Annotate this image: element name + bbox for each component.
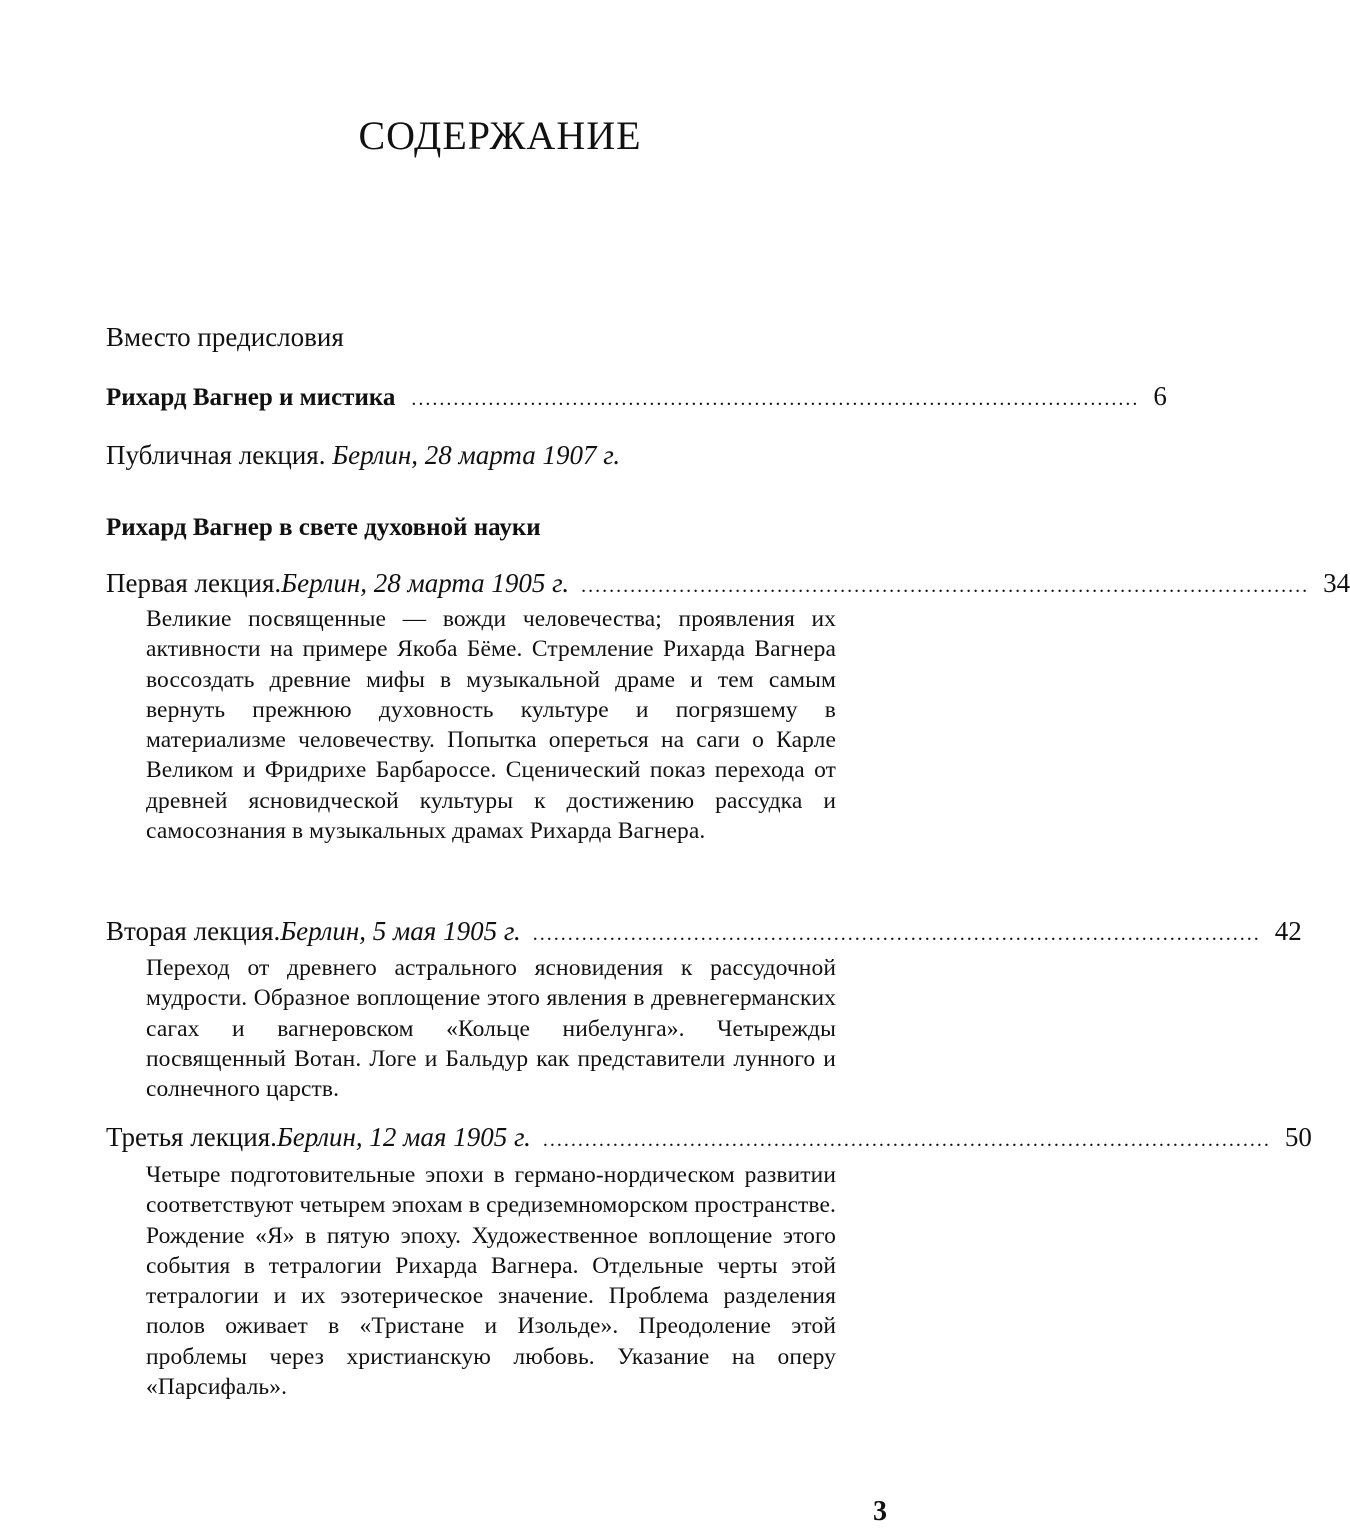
lecture-description: Переход от древнего астрального ясновидения к рассудочной мудрости. Образное воплощение этого явления в древнегерманских сагах и вагнеровском «Кольце нибелунга». Четырежды посвященный Вотан. Логе и Бальдур как представители лунного и солнечного царств. — [146, 955, 836, 1103]
lecture-place-date: Берлин, 28 марта 1905 г. — [281, 568, 570, 598]
lecture-place-date: Берлин, 5 мая 1905 г. — [280, 916, 521, 946]
page-title: СОДЕРЖАНИЕ — [358, 113, 642, 158]
subtitle-place-date: Берлин, 28 марта 1907 г. — [332, 440, 621, 470]
toc-entry-subtitle — [106, 438, 620, 472]
toc-page-number: 50 — [1284, 1122, 1312, 1152]
leader-dots: ........................................................................................................ — [581, 575, 1310, 597]
toc-entry-lecture-2[interactable] — [106, 914, 1302, 951]
toc-entry-lecture-3[interactable] — [106, 1120, 1312, 1157]
subtitle-label: Публичная лекция. — [106, 440, 333, 470]
lecture-description: Великие посвященные — вожди человечества; проявления их активности на примере Якоба Бёме. Стремление Рихарда Вагнера воссоздать древние мифы в музыкальной драме и тем самым вернуть прежнюю духовность культуре и погрязшему в материализме человечеству. Попытка опереться на саги о Карле Великом и Фридрихе Барбароссе. Сценический показ перехода от древней ясновидческой культуры к достижению рассудка и самосознания в музыкальных драмах Рихарда Вагнера. — [146, 606, 836, 845]
toc-entry-lecture-1[interactable] — [106, 566, 1350, 603]
lecture-label: Первая лекция. — [106, 568, 282, 598]
leader-dots: ........................................................................................................ — [411, 388, 1140, 410]
lecture-label: Третья лекция. — [106, 1122, 277, 1152]
toc-entry-title: Рихард Вагнер и мистика — [106, 384, 396, 411]
toc-page-number: 6 — [1153, 381, 1167, 411]
section-title: Рихард Вагнер в свете духовной науки — [106, 514, 541, 541]
leader-dots: ........................................................................................................ — [542, 1129, 1271, 1151]
preface-label: Вместо предисловия — [106, 322, 344, 352]
lecture-label: Вторая лекция. — [106, 916, 281, 946]
page-number: 3 — [873, 1496, 887, 1527]
lecture-place-date: Берлин, 12 мая 1905 г. — [276, 1122, 531, 1152]
leader-dots: ........................................................................................................ — [532, 923, 1261, 945]
toc-entry-wagner-mysticism[interactable] — [106, 379, 1167, 416]
toc-page-number: 34 — [1323, 568, 1350, 598]
lecture-description: Четыре подготовительные эпохи в германо-нордическом развитии соответствуют четырем эпохам в средиземноморском пространстве. Рождение «Я» в пятую эпоху. Художественное воплощение этого события в тетралогии Рихарда Вагнера. Отдельные черты этой тетралогии и их эзотерическое значение. Проблема разделения полов оживает в «Тристане и Изольде». Преодоление этой проблемы через христианскую любовь. Указание на оперу «Парсифаль». — [146, 1162, 836, 1401]
toc-page-number: 42 — [1274, 916, 1302, 946]
